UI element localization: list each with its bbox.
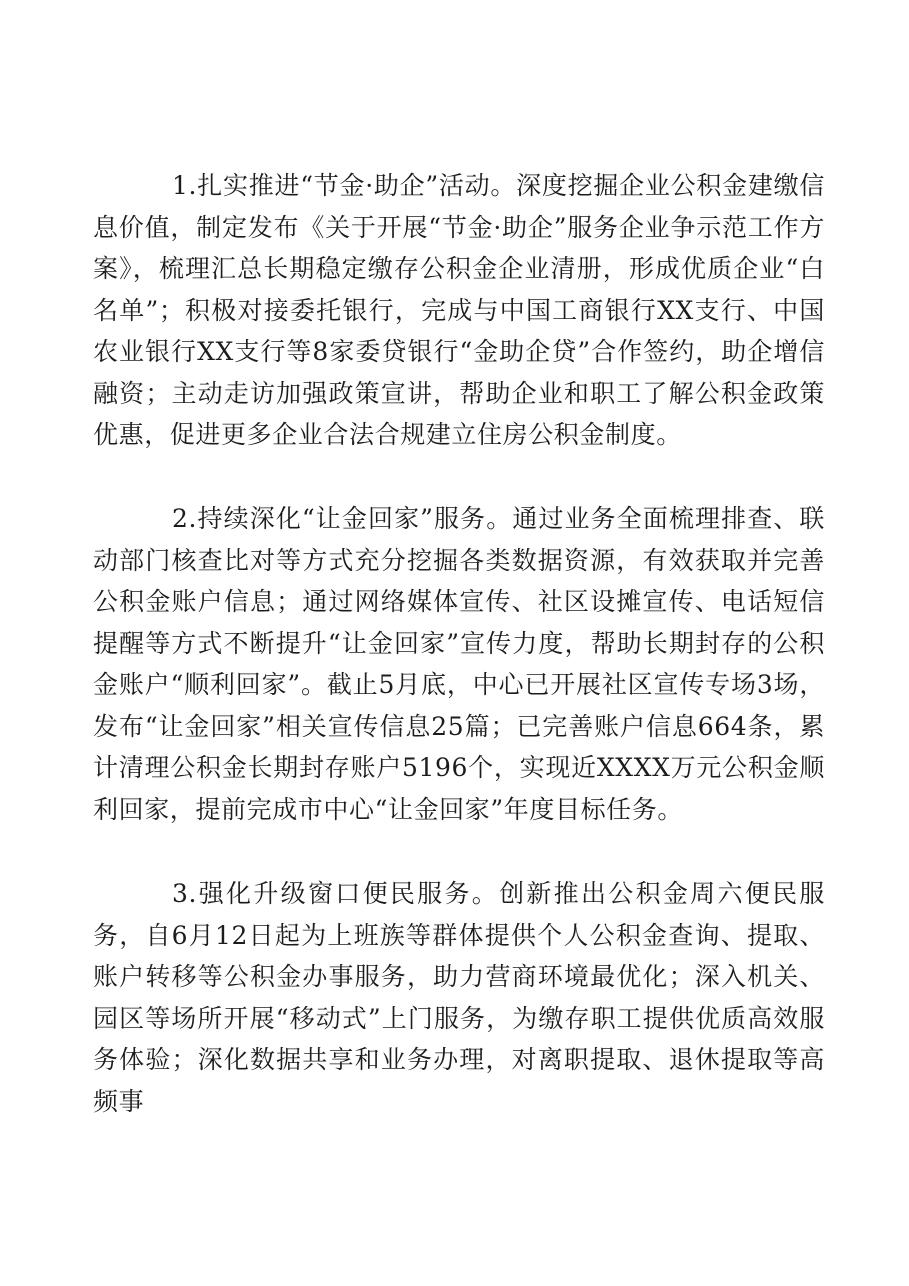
paragraph-3: 3.强化升级窗口便民服务。创新推出公积金周六便民服务，自6月12日起为上班族等群体提供个人公积金查询、提取、账户转移等公积金办事服务，助力营商环境最优化；深入机关、园区等场所开展“移动式”上门服务，为缴存职工提供优质高效服务体验；深化数据共享和业务办理，对离职提取、退休提取等高频事: [93, 879, 825, 1116]
paragraph-1: 1.扎实推进“节金·助企”活动。深度挖掘企业公积金建缴信息价值，制定发布《关于开展“节金·助企”服务企业争示范工作方案》，梳理汇总长期稳定缴存公积金企业清册，形成优质企业“白名单”；积极对接委托银行，完成与中国工商银行XX支行、中国农业银行XX支行等8家委贷银行“金助企贷”合作签约，助企增信融资；主动走访加强政策宣讲，帮助企业和职工了解公积金政策优惠，促进更多企业合法合规建立住房公积金制度。: [93, 171, 825, 449]
paragraph-2: 2.持续深化“让金回家”服务。通过业务全面梳理排查、联动部门核查比对等方式充分挖掘各类数据资源，有效获取并完善公积金账户信息；通过网络媒体宣传、社区设摊宣传、电话短信提醒等方式不断提升“让金回家”宣传力度，帮助长期封存的公积金账户“顺利回家”。截止5月底，中心已开展社区宣传专场3场，发布“让金回家”相关宣传信息25篇；已完善账户信息664条，累计清理公积金长期封存账户5196个，实现近XXXX万元公积金顺利回家，提前完成市中心“让金回家”年度目标任务。: [93, 504, 825, 824]
